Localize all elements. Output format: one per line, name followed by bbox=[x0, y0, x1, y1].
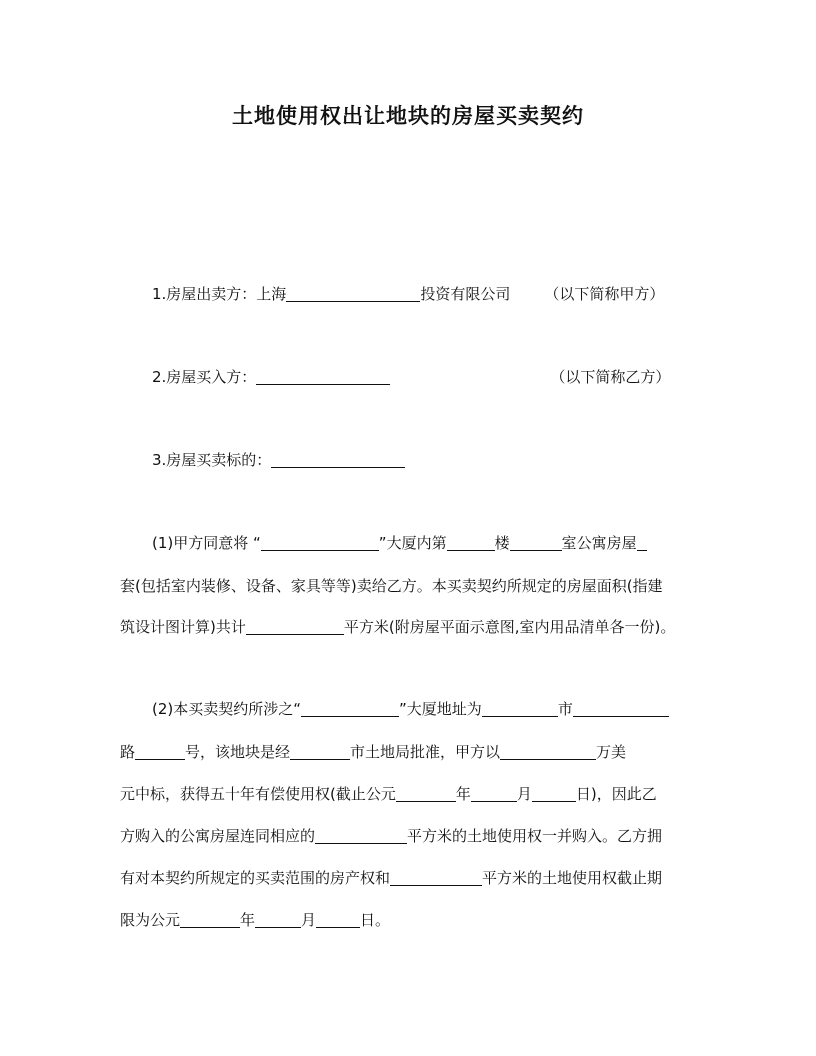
para1-line3: 筑设计图计算)共计 平方米(附房屋平面示意图,室内用品清单各一份)。 bbox=[120, 618, 676, 636]
blank-seller-name bbox=[286, 285, 420, 302]
blank-term-day bbox=[316, 911, 360, 928]
para2-line3: 元中标，获得五十年有偿使用权(截止公元 年 月 日)，因此乙 bbox=[120, 785, 657, 803]
blank-area bbox=[246, 618, 344, 635]
blank-district bbox=[573, 700, 669, 717]
blank-bid-amount bbox=[500, 743, 596, 760]
blank-subject bbox=[271, 451, 405, 468]
blank-end-month bbox=[471, 785, 517, 802]
document-title: 土地使用权出让地块的房屋买卖契约 bbox=[232, 104, 584, 128]
para2-line5: 有对本契约所规定的买卖范围的房产权和 平方米的土地使用权截止期 bbox=[120, 869, 663, 887]
blank-road bbox=[135, 743, 185, 760]
blank-buyer-name bbox=[256, 368, 390, 385]
blank-approving-city bbox=[290, 743, 350, 760]
blank-city bbox=[482, 700, 558, 717]
blank-term-month bbox=[255, 911, 301, 928]
para2-line2: 路 号，该地块是经 市土地局批准，甲方以 万美 bbox=[120, 743, 627, 761]
para2-line4: 方购入的公寓房屋连同相应的 平方米的土地使用权一并购入。乙方拥 bbox=[120, 827, 663, 845]
blank-floor bbox=[447, 534, 495, 551]
blank-end-year bbox=[396, 785, 456, 802]
para1-line1: (1)甲方同意将 “ ”大厦内第 楼 室公寓房屋 bbox=[152, 533, 647, 553]
blank-land-area-2 bbox=[390, 869, 482, 886]
clause-buyer: 2.房屋买入方： （以下简称乙方） bbox=[152, 368, 671, 386]
blank-building-name-2 bbox=[301, 700, 399, 717]
clause-subject: 3.房屋买卖标的： bbox=[152, 450, 405, 470]
para2-line1: (2)本买卖契约所涉之“ ”大厦地址为 市 bbox=[152, 699, 669, 719]
clause-seller: 1.房屋出卖方：上海 投资有限公司 （以下简称甲方） bbox=[152, 285, 665, 303]
blank-building-name bbox=[261, 534, 379, 551]
blank-set-count bbox=[637, 534, 647, 551]
para2-line6: 限为公元 年 月 日。 bbox=[120, 911, 391, 929]
blank-room bbox=[510, 534, 562, 551]
blank-end-day bbox=[532, 785, 576, 802]
para1-line2: 套(包括室内装修、设备、家具等等)卖给乙方。本买卖契约所规定的房屋面积(指建 bbox=[120, 577, 663, 595]
blank-land-area bbox=[315, 827, 407, 844]
blank-term-year bbox=[180, 911, 240, 928]
